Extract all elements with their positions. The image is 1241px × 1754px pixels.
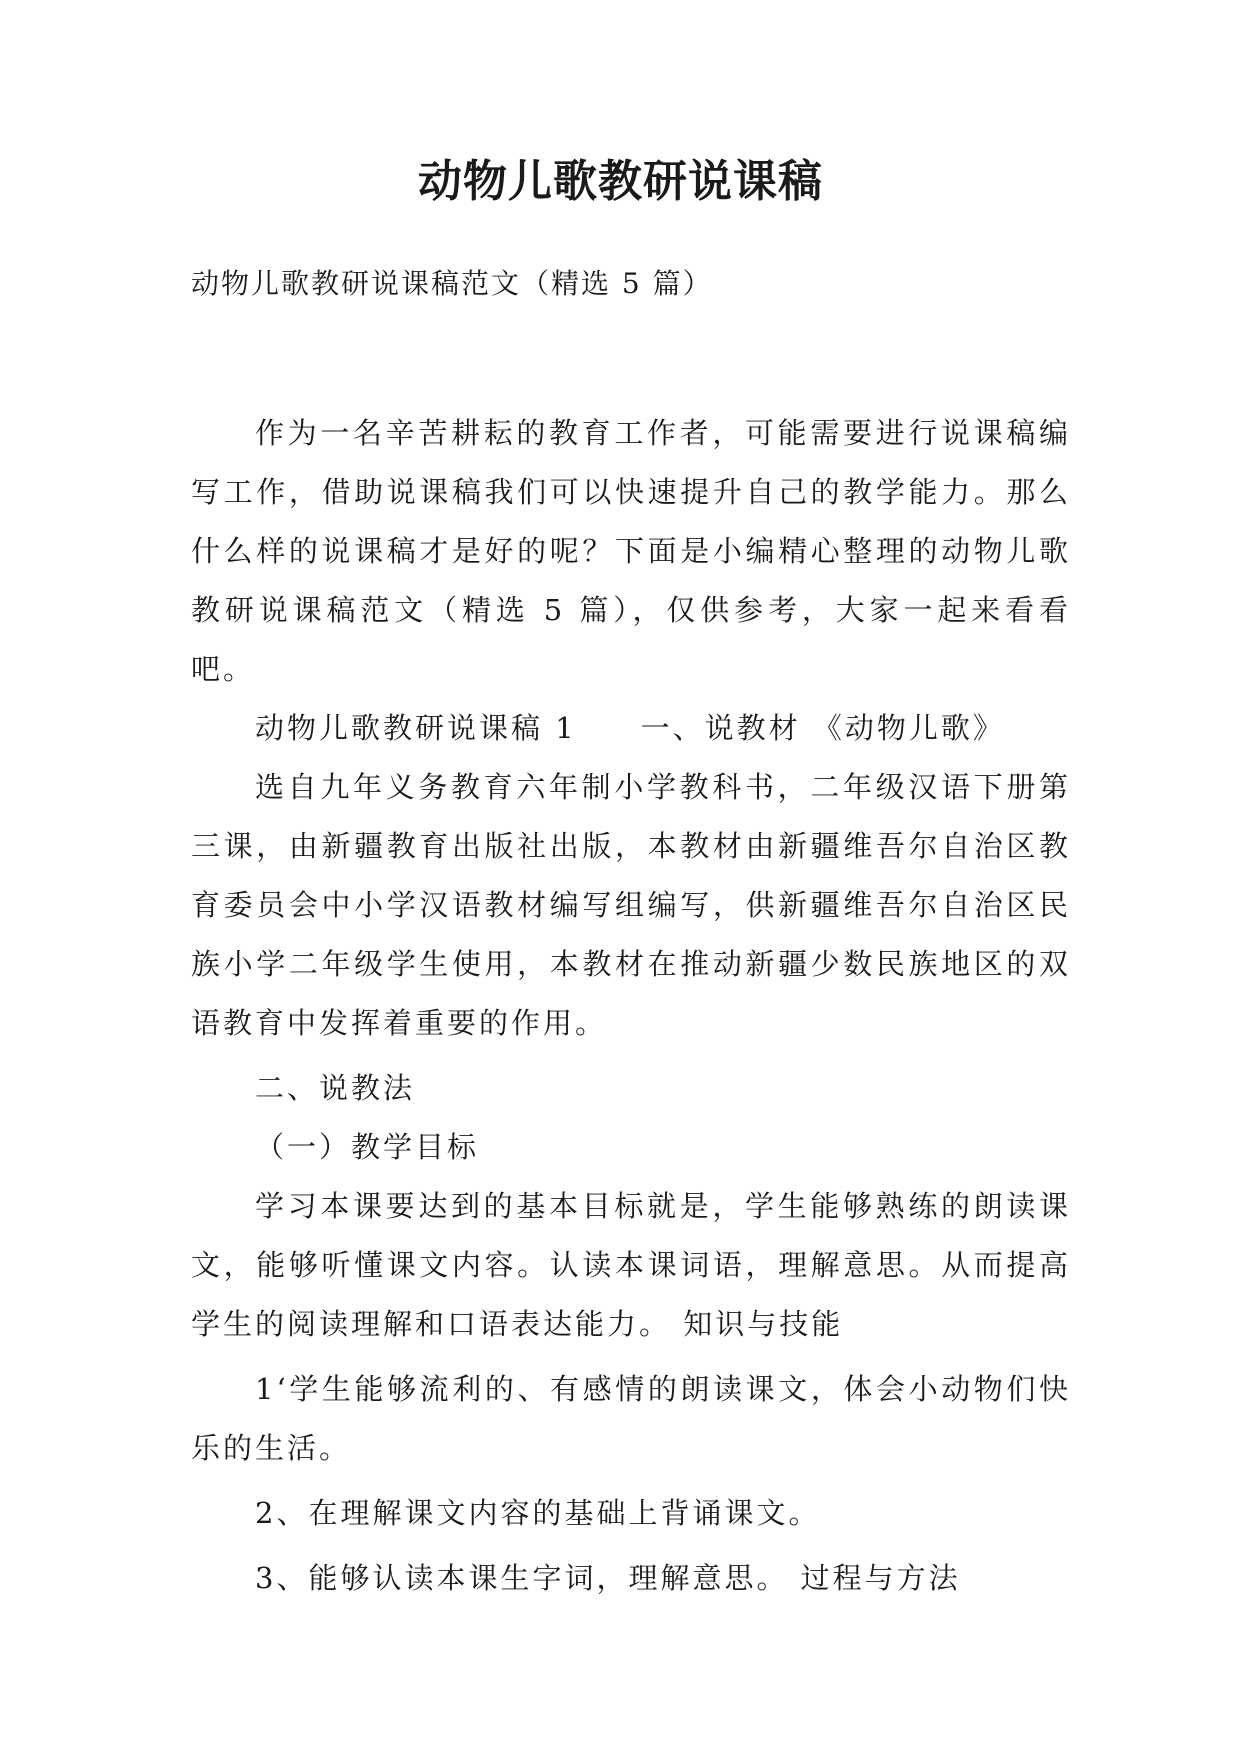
document-body <box>191 404 1071 1608</box>
paragraph-item-3: 3、能够认读本课生字词，理解意思。 过程与方法 <box>255 1561 961 1595</box>
paragraph-item-2: 2、在理解课文内容的基础上背诵课文。 <box>255 1496 821 1530</box>
document-subtitle: 动物儿歌教研说课稿范文（精选 5 篇） <box>191 267 713 300</box>
paragraph-intro: 作为一名辛苦耕耘的教育工作者，可能需要进行说课稿编写工作，借助说课稿我们可以快速提升自己的教学能力。那么什么样的说课稿才是好的呢？下面是小编精心整理的动物儿歌教研说课稿范文（精选 5 篇），仅供参考，大家一起来看看吧。 <box>191 416 1071 686</box>
paragraph-item-1: 1‘学生能够流利的、有感情的朗读课文，体会小动物们快乐的生活。 <box>191 1372 1071 1465</box>
paragraph-method-heading: 二、说教法 <box>255 1071 416 1105</box>
document-title: 动物儿歌教研说课稿 <box>418 156 823 207</box>
paragraph-goals: 学习本课要达到的基本目标就是，学生能够熟练的朗读课文，能够听懂课文内容。认读本课词语，理解意思。从而提高学生的阅读理解和口语表达能力。 知识与技能 <box>191 1189 1071 1341</box>
paragraph-textbook: 选自九年义务教育六年制小学教科书，二年级汉语下册第三课，由新疆教育出版社出版，本教材由新疆维吾尔自治区教育委员会中小学汉语教材编写组编写，供新疆维吾尔自治区民族小学二年级学生使用，本教材在推动新疆少数民族地区的双语教育中发挥着重要的作用。 <box>191 770 1071 1040</box>
paragraph-goals-heading: （一）教学目标 <box>255 1130 480 1164</box>
paragraph-section-heading: 动物儿歌教研说课稿 1 一、说教材 《动物儿歌》 <box>255 711 1005 745</box>
